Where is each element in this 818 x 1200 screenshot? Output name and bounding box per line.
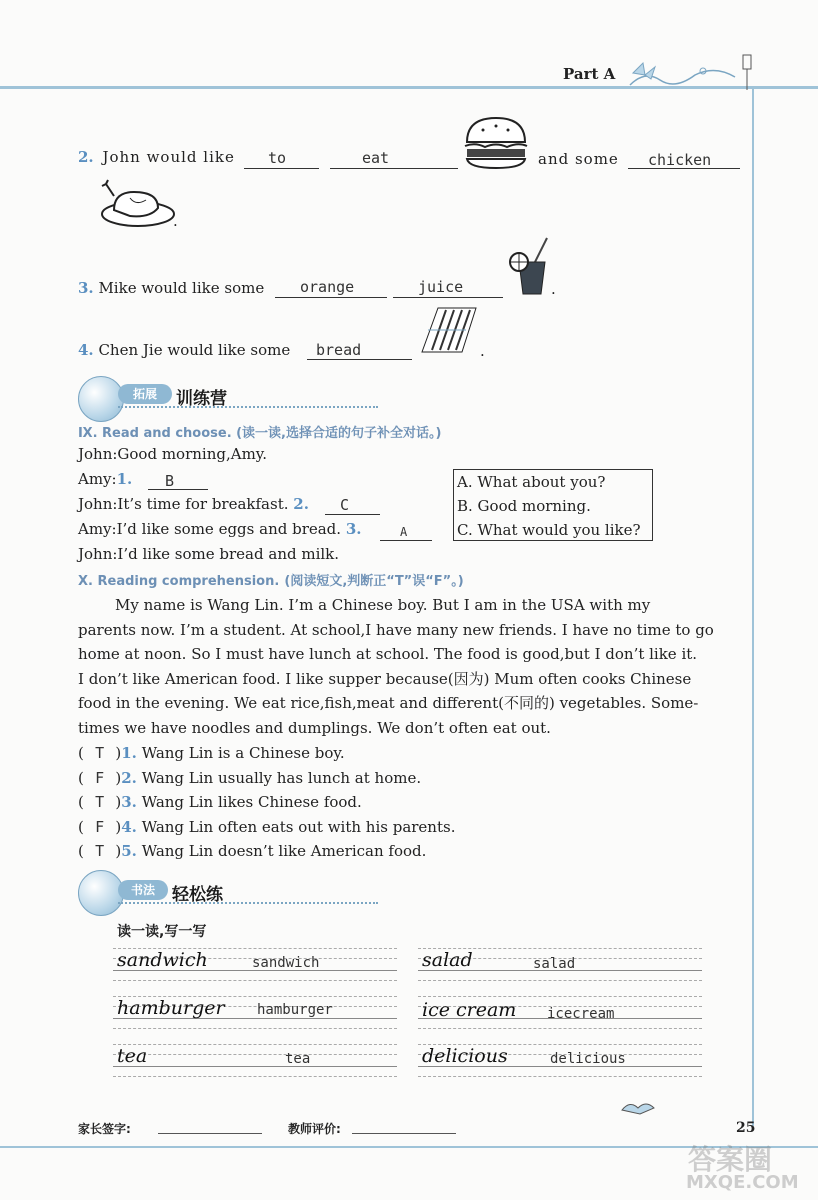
x-passage (78, 593, 740, 741)
watermark-logo: 答案圈 (688, 1143, 773, 1176)
ix-answer-1: B (165, 472, 175, 490)
teacher-comment-field[interactable] (352, 1133, 456, 1134)
ix-options-box (453, 469, 653, 541)
script-word: delicious (422, 1045, 508, 1067)
tf-item: ( F )4. Wang Lin often eats out with his parents. (78, 815, 578, 840)
q2-answer-3: chicken (648, 151, 712, 169)
x-items (78, 741, 578, 864)
x-heading: Ⅹ. Reading comprehension. (阅读短文,判断正“T”误“F”。) (78, 574, 464, 589)
tf-item: ( F )2. Wang Lin usually has lunch at home. (78, 766, 578, 791)
section2-pill: 书法 (118, 880, 168, 900)
section2-subtitle: 读一读,写一写 (117, 924, 207, 940)
ruled-line (113, 1076, 397, 1077)
passage-line: food in the evening. We eat rice,fish,meat and different(不同的) vegetables. Some- (78, 694, 699, 713)
q4-answer-1: bread (316, 341, 362, 359)
q2-answer-2: eat (362, 149, 390, 167)
q4-row: 4. Chen Jie would like some (78, 341, 291, 359)
script-word: salad (422, 949, 473, 971)
q2-text: John would like (102, 148, 235, 166)
q4-end: . (480, 342, 485, 360)
ruled-line (418, 996, 702, 997)
print-word: sandwich (252, 955, 320, 971)
ruled-line (113, 980, 397, 981)
q2-blank-2[interactable] (330, 168, 458, 169)
passage-line: home at noon. So I must have lunch at school. The food is good,but I don’t like it. (78, 645, 698, 664)
script-word: sandwich (117, 949, 208, 971)
ruled-line (418, 1028, 702, 1029)
section-badge-icon (78, 376, 124, 422)
q3-blank-1[interactable] (275, 297, 387, 298)
tf-item: ( T )1. Wang Lin is a Chinese boy. (78, 741, 578, 766)
q2-row: 2. John would like (78, 148, 235, 166)
section1-rule (118, 406, 378, 408)
ruled-line (113, 1028, 397, 1029)
ix-heading: Ⅸ. Read and choose. (读一读,选择合适的句子补全对话。) (78, 426, 442, 441)
ix-line-3: John:It’s time for breakfast. 2. (78, 495, 309, 513)
passage-line: My name is Wang Lin. I’m a Chinese boy. But I am in the USA with my (115, 596, 651, 614)
ix-line-4: Amy:I’d like some eggs and bread. 3. (78, 520, 362, 538)
section1-pill: 拓展 (118, 384, 172, 404)
ix-blank-1[interactable] (148, 489, 208, 490)
print-word: salad (533, 956, 576, 972)
teacher-comment-label: 教师评价: (288, 1122, 341, 1136)
tf-item: ( T )5. Wang Lin doesn’t like American food. (78, 839, 578, 864)
ix-line-2: Amy:1. (78, 470, 133, 488)
print-word: hamburger (257, 1002, 333, 1018)
print-word: icecream (547, 1006, 615, 1022)
ruled-line (113, 1044, 397, 1045)
tf-answer[interactable]: T (95, 793, 105, 812)
q4-blank-1[interactable] (307, 359, 412, 360)
ruled-line (418, 1076, 702, 1077)
q2-end: . (173, 212, 178, 230)
q3-row: 3. Mike would like some (78, 279, 265, 297)
ruled-line (113, 1054, 397, 1055)
ix-answer-3: A (400, 525, 408, 539)
section2-title: 轻松练 (172, 885, 223, 905)
script-word: ice cream (422, 999, 517, 1021)
butterfly-vine-icon (625, 45, 765, 95)
ruled-line (113, 1066, 397, 1067)
ix-line-5: John:I’d like some bread and milk. (78, 545, 340, 563)
hamburger-icon (463, 116, 529, 170)
tf-item: ( T )3. Wang Lin likes Chinese food. (78, 790, 578, 815)
section2-rule (118, 902, 378, 904)
ix-line-1: John:Good morning,Amy. (78, 445, 268, 463)
q3-answer-1: orange (300, 278, 355, 296)
q2-blank-1[interactable] (244, 168, 319, 169)
q2-text-2: and some (538, 150, 619, 168)
tf-answer[interactable]: F (95, 768, 105, 787)
tf-answer[interactable]: T (95, 842, 105, 861)
print-word: tea (285, 1051, 311, 1067)
right-margin-rule (752, 86, 754, 1126)
tf-answer[interactable]: F (95, 817, 105, 836)
q2-answer-1: to (268, 149, 287, 167)
bird-icon (620, 1098, 660, 1118)
ruled-line (418, 980, 702, 981)
orange-juice-icon (505, 236, 555, 298)
passage-line: parents now. I’m a student. At school,I have many new friends. I have no time to go (78, 620, 714, 639)
script-word: hamburger (117, 997, 225, 1019)
q4-text: Chen Jie would like some (98, 341, 291, 359)
ix-option-b: B. Good morning. (457, 497, 591, 515)
q3-text: Mike would like some (98, 279, 265, 297)
script-word: tea (117, 1045, 148, 1067)
q3-end: . (551, 280, 556, 298)
ix-option-a: A. What about you? (457, 473, 606, 491)
ix-answer-2: C (340, 496, 350, 514)
q3-blank-2[interactable] (393, 297, 503, 298)
section1-title: 训练营 (176, 389, 227, 409)
passage-line: times we have noodles and dumplings. We don’t often eat out. (78, 718, 551, 737)
tf-answer[interactable]: T (95, 744, 105, 762)
section-badge-icon (78, 870, 124, 916)
q3-answer-2: juice (418, 278, 464, 296)
page-number: 25 (736, 1120, 756, 1136)
roast-chicken-icon (100, 176, 176, 228)
print-word: delicious (550, 1051, 626, 1067)
part-label: Part A (563, 65, 616, 83)
passage-line: I don’t like American food. I like supper because(因为) Mum often cooks Chinese (78, 669, 692, 688)
parent-signature-field[interactable] (158, 1133, 262, 1134)
parent-signature-label: 家长签字: (78, 1122, 131, 1136)
ix-option-c: C. What would you like? (457, 521, 641, 539)
watermark-url: MXQE.COM (686, 1172, 799, 1193)
bread-icon (418, 300, 482, 358)
ix-blank-2[interactable] (325, 514, 380, 515)
ix-blank-3[interactable] (380, 540, 432, 541)
